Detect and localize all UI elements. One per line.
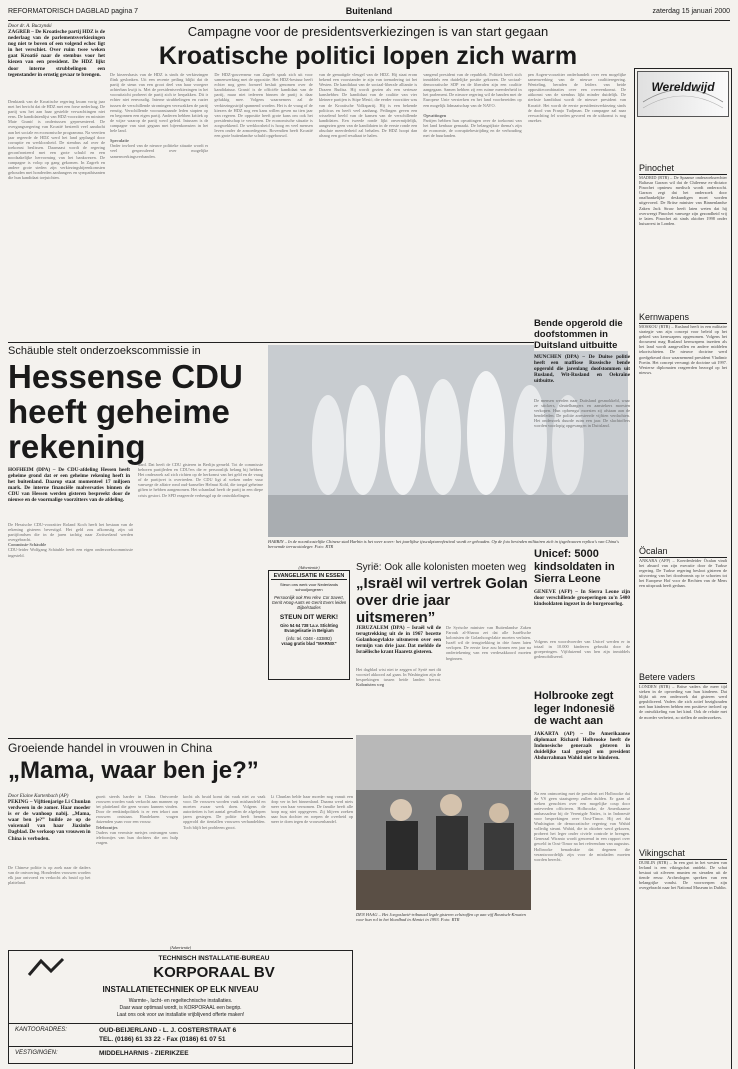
wereldwijd-items xyxy=(635,163,731,970)
news-item-title: Pinochet xyxy=(639,163,727,175)
ad-services: Warmte-, lucht- en regeltechnische installaties. xyxy=(128,998,233,1004)
china-headline-block xyxy=(8,741,353,791)
header-rule xyxy=(8,20,730,21)
news-item-body: MOSKOU (RTR) – Rusland heeft in een militaire strategie van zijn concept voor beleid op het gebied van kernwapens opgenomen. Volgens het document mag Rusland kernwapens inzetten als het land wordt aangevallen en andere middelen tekortschieten. De nieuwe doctrine werd goedgekeurd door waarnemend president Vladimir Poetin. Het concept vervangt de doctrine uit 1997. Westerse diplomaten reageerden bezorgd op het nieuws. xyxy=(639,324,727,375)
photo-image xyxy=(356,735,531,910)
article-lead: GENEVE (AFP) – In Sierra Leone zijn door verschillende groeperingen zo'n 5400 kindsoldaten ingezet in de burgeroorlog. xyxy=(534,588,630,607)
ad-box xyxy=(268,570,350,680)
croatia-headline-block xyxy=(110,24,626,68)
body-text: Na een ontmoeting met de president zei Holbrooke dat de VS geen staatsgreep zullen dulden. Er gaan al weken geruchten over een mogelijke coup door ontevreden officieren. Holbrooke, de Amerikaanse ambassadeur bij de Verenigde Naties, is in Indonesië voor besprekingen over Oost-Timor. Hij zei dat Washington de democratische regering van Wahid volledig steunt. Wahid, die in oktober werd gekozen, probeert het leger onder civiele controle te brengen. Generaal Wiranto wordt genoemd in een rapport over geweld in Oost-Timor na het referendum van augustus. Holbrooke benadrukte dat degenen die verantwoordelijk zijn voor de misdaden moeten worden berecht. xyxy=(534,790,630,862)
news-item-lead: ANKARA (AFP) – Koerdenleider Öcalan vindt het absurd van zijn executie door de Turkse regering. xyxy=(639,558,727,574)
news-item-body: MADRID (RTR) – De Spaanse onderzoeksrechter Baltasar Garzon wil dat de Chileense ex-dictator Pinochet opnieuw medisch wordt onderzocht. Garzon zegt dat het onderzoek door onafhankelijke deskundigen moet worden uitgevoerd. De Britse minister van Binnenlandse Zaken Jack Straw heeft laten weten dat hij overweegt Pinochet vanwege zijn gezondheid vrij te laten. Pinochet zit sinds oktober 1998 onder huisarrest in Londen. xyxy=(639,175,727,226)
headline: „Mama, waar ben je?” xyxy=(8,757,259,784)
ad-body: Persoonlijk ook Rex Hlev. Cor Savert, Gerrit Hoog-Aarts en Gerrit Evers leiden Bijbelstudies xyxy=(271,595,347,610)
byline: Door Elaine Kurtenbach (AP) xyxy=(8,794,69,799)
indonesia-article xyxy=(534,690,630,1060)
body-column: De kiezersbasis van de HDZ is sinds de verkiezingen flink geslonken. Uit een recente peiling blijkt dat de partij de steun van een groot deel van haar vroegere achterban kwijt is. Met de presidentsverkiezingen in het vooruitzicht probeert de partij zich te herpakken. Dit is echter niet eenvoudig. Interne strubbelingen en ruzies tussen de verschillende stromingen verzwakken de partij ernstig. Verschillende vooraanstaande leden stapten op en begonnen een eigen partij. Anderen hebben kritiek op de wijze waarop de partij werd geleid. Intussen is de campagne van start gegaan met bijeenkomsten in het hele land. Speculatie Onder invloed van de nieuwe politieke situatie wordt er veel gespeculeerd over mogelijke samenwerkingsverbanden. xyxy=(110,72,209,159)
wereldwijd-sidebar xyxy=(634,68,732,1069)
ad-box xyxy=(8,950,353,1064)
headline: Unicef: 5000 kindsoldaten in Sierra Leone xyxy=(534,548,615,585)
ad-tagline: INSTALLATIETECHNIEK OP ELK NIVEAU xyxy=(102,985,259,994)
ad-divider xyxy=(9,1023,352,1024)
subhead: Speculatie xyxy=(110,138,129,144)
ad-account: Giro 54 64 738 t.a.v. Stichting Evangelisatie in Belgium xyxy=(280,623,338,633)
body-column: pen Aogen-voorzitter onderhandelt over een mogelijke samenwerking van de nieuwe coalitieregering. Wenteling, beraden de leiders van beide oppositiecombinaties over een overeenkomst. De uitkomst van de stembus lijkt minder duidelijk. De sterkste kandidaat wordt de nieuwe president van Kroatië. Het wordt de eerste presidentsverkiezing sinds de dood van Franjo Tudjman. De campagne zal naar verwachting fel worden gevoerd en de uitkomst is nog onzeker. xyxy=(527,72,627,123)
body-column: De Hessische CDU-voorzitter Roland Koch heeft het bestaan van de rekening gisteren bevestigd. Het geld zou afkomstig zijn uit partijfondsen die in de jaren tachtig naar Zwitserland werden overgebracht. Commissie-Schäuble CDU-leider Wolfgang Schäuble heeft een eigen onderzoekscommissie ingesteld. xyxy=(8,522,133,558)
headline: „Israël wil vertrek Golan over drie jaar uitsmeren” xyxy=(356,575,528,626)
photo-caption: DEN HAAG – Het Joegoslavië-tribunaal legde gisteren celstraffen op aan vijf Bosnisch-Kroaten voor hun rol in het bloedbad in Ahmici in 1993. Foto: RTR xyxy=(356,912,526,923)
body-column: Li Chunlan belde haar moeder nog vanuit een dorp ver in het binnenland. Daarna werd niets meer van haar vernomen. De familie heeft alle hoop nog niet opgegeven. Zij blijven zoeken naar hun dochter en roepen de overheid op meer te doen tegen de vrouwenhandel. xyxy=(270,794,353,825)
article-lead: HOFHEIM (DPA) – De CDU-afdeling Hessen heeft geheime grond dat er een geheime rekening heeft in het buitenland. Daarop staat momenteel 17 miljoen mark. De interne financiële malversaties binnen de CDU van Hessen werden gisteren bespreekt door de nieuwe en de voormalige voorzitters van de afdeling. xyxy=(8,467,130,504)
unicef-article xyxy=(534,548,630,688)
kicker: Syrië: Ook alle kolonisten moeten weg xyxy=(356,562,527,573)
article-lead: PEKING – Vijftienjarige Li Chunlan verdween in de zomer. Haar moeder is er de wanhoop nabij. „Mama, waar ben je?” huilde ze op de voicemail van haar Jiaxinhe Dagblad. De verkoop van vrouwen in China is verboden. xyxy=(8,799,91,842)
ad-info: (info: tel. 0348 - 433892) xyxy=(286,636,332,641)
ad-label: (Advertentie) xyxy=(298,565,320,570)
branch-label: VESTIGINGEN: xyxy=(15,1050,58,1056)
subhead: Kolonisten weg xyxy=(356,682,385,688)
body-column: dard. Dat heeft de CDU gisteren in Berlijn gemeld. Tot de commissie behoren partijleden en CDU'ers die er persoonlijk belang bij hebben. Het onderzoek zal zich richten op de herkomst van het geld en de vraag of de partijwet is overtreden. De CDU ligt al weken onder vuur vanwege de affaire rond oud-kanselier Helmut Kohl, die toegaf geheime giften te hebben aangenomen. Het schandaal heeft de partij in een diepe crisis gestort. De SPD reageerde verheugd op de ontwikkelingen. xyxy=(138,462,263,498)
wereldwijd-banner xyxy=(637,71,729,117)
photo-caption: HARBIN – In de noordoostelijke Chinese stad Harbin is het weer zover: het jaarlijkse ijssculpturenfestival wordt er gehouden. Op de foto bevinden militairen zich in ijsgebouwen replica's van China's beroemde terracottaleger. Foto: RTR xyxy=(268,539,619,550)
article-lead: JAKARTA (AP) – De Amerikaanse diplomaat Richard Holbrooke heeft de Indonesische generaals gisteren in duidelijke taal gezegd om president Abdurrahman Wahid niet te hinderen. xyxy=(534,730,630,761)
page-header xyxy=(8,6,730,20)
ad-subtitle: Steun ons werk voor Nederlands schooljongeren xyxy=(279,582,339,592)
office-phone: TEL. (0186) 61 33 22 - Fax (0186) 61 07 51 xyxy=(99,1036,226,1043)
croatia-lead-column xyxy=(8,24,105,342)
news-item-lead: DUBLIN (RTR) – In een grot in het westen van Ierland is een vikingschat ontdekt. xyxy=(639,860,727,871)
ad-korporaal xyxy=(8,945,353,1065)
ad-divider xyxy=(9,1046,352,1047)
news-item-title: Betere vaders xyxy=(639,672,727,684)
body-column xyxy=(8,794,91,942)
body-text: Het dagblad wist niet te zeggen of Syrië met dit voorstel akkoord zal gaan. In Washington zijn de besprekingen tussen beide landen hervat. Kolonisten weg xyxy=(356,667,441,688)
body-text: Denktank van de Kroatische regering kwam vorig jaar met het bericht dat de HDZ met een forse nederlaag. De partij was het aan haar gestelde verwachtingen niet eens. De kandidatenlijst van HDZ-voorzitter en minister Mate Granić is ondertussen gepresenteerd. De overgangsregering van Kroatië besteedt veel aandacht aan het sociale en economische programma. Na veertien jaar regeerde de HDZ werd het land geplaagd door corruptie en werkloosheid. De stembus zal over de toekomst beslissen. Daarnaast wordt de regering geconfronteerd met een grote schuld en een noodzakelijke hervorming van het bankwezen. De campagne is volop op gang gekomen. In Zagreb en andere grote steden zijn verkiezingsbijeenkomsten gehouden met honderden aanhangers en sympathisanten die hun kandidaat toejuichten. xyxy=(8,99,105,181)
body-column xyxy=(356,625,441,725)
ad-cta: STEUN DIT WERK! xyxy=(279,614,339,621)
body-column: groeit steeds harder in China. Ontvoerde vrouwen worden vaak verkocht aan mannen op het platteland die geen vrouw kunnen vinden. Door de eenkindpolitiek is er een tekort aan vrouwen ontstaan. Handelaren vragen duizenden yuan voor een vrouw. Telefoontjes Ouders van vermiste meisjes ontvangen soms telefoontjes van hun dochters die om hulp vragen. xyxy=(95,794,178,845)
branches: MIDDELHARNIS - ZIERIKZEE xyxy=(99,1050,189,1057)
news-item-body: DUBLIN (RTR) – In een grot in het westen van Ierland is een vikingschat ontdekt. De schat bestaat uit zilveren munten en sieraden uit de tiende eeuw. Archeologen spreken van een belangrijke vondst. De voorwerpen zijn overgebracht naar het National Museum in Dublin. xyxy=(639,860,727,891)
syria-body xyxy=(356,625,531,725)
croatia-body xyxy=(110,72,626,342)
body-text: De Chinese politie is op zoek naar de daders van de ontvoering. Honderden vrouwen worden elk jaar ontvoerd en verkocht als bruid op het platteland. xyxy=(8,865,91,886)
news-item-title: Vikingschat xyxy=(639,848,727,860)
company-logo xyxy=(27,957,65,979)
kicker: Campagne voor de presidentsverkiezingen is van start gegaan xyxy=(187,24,549,39)
logo-icon xyxy=(27,957,65,979)
body-column: vangend president van de republiek. Politiek heeft zich inmiddels een duidelijke positie gekozen. De sociaal-democratische SDP en de liberalen zijn een coalitie aangegaan. Samen hebben zij een ruime meerderheid in het parlement. De nieuwe regering wil de banden met de Europese Unie versterken en het land voorbereiden op een mogelijk lidmaatschap van de NAVO. Opvattingen Partijen hebben hun opvattingen over de toekomst van het land kenbaar gemaakt. De belangrijkste thema's zijn de economie, de corruptiebestrijding en de verhouding met de buurlanden. xyxy=(423,72,522,139)
munich-article xyxy=(534,318,630,543)
headline: Bende opgerold die doofstommen in Duitsland uitbuitte xyxy=(534,318,630,351)
body-text: De mensen werden naar Duitsland gesmokkeld, waar ze stickers, sleutelhangers en aanstekers moesten verkopen. Hun opbrengst moesten zij afstaan aan de bendeleden. De politie arresteerde vijftien verdachten. Het onderzoek duurde ruim een jaar. De slachtoffers worden voorlopig opgevangen in Duitsland. xyxy=(534,398,630,429)
news-item-lead: MOSKOU (RTR) – Rusland heeft in een militaire strategie van zijn concept voor beleid op het gebied van kernwapens opgenomen. xyxy=(639,324,727,340)
kicker: Groeiende handel in vrouwen in China xyxy=(8,741,213,755)
syria-headline-block xyxy=(356,562,531,626)
ad-website: vraag gratis blad "MARNIX" xyxy=(281,641,337,646)
subhead: Opvattingen xyxy=(423,112,447,118)
paper-name: REFORMATORISCH DAGBLAD pagina 7 xyxy=(8,8,139,15)
ad-title: EVANGELISATIE IN ESSEN xyxy=(271,573,347,580)
ad-label: (Advertentie) xyxy=(169,945,192,950)
body-text: Volgens een woordvoerder van Unicef werden er in totaal in 10.000 kinderen gebruikt door de groeperingen. Vijfduizend van hen zijn inmiddels gedemobiliseerd. xyxy=(534,638,630,659)
ad-desc: Daar waar optimaal wordt, is KORPORAAL een begrip. xyxy=(119,1005,242,1011)
issue-date: zaterdag 15 januari 2000 xyxy=(652,8,730,15)
news-item-body: LONDEN (RTR) – Britse vaders die meer tijd steken in de opvoeding van hun kinderen. Dat blijkt uit een onderzoek dat gisteren werd gepubliceerd. Vaders die zich actief bezighouden met hun kinderen hebben een positieve invloed op de ontwikkeling van het kind. Ook de relatie met de moeder verbetert, zo stellen de onderzoekers. xyxy=(639,684,727,720)
news-item-title: Öcalan xyxy=(639,546,727,558)
section-title: Buitenland xyxy=(345,6,393,16)
subhead: Commissie-Schäuble xyxy=(8,542,47,548)
cdu-body xyxy=(8,462,263,647)
article-lead: JERUZALEM (DPA) – Israël wil de terugtrekking uit de in 1967 bezette Golanhoogvlakte uitsmeren over een termijn van drie jaar. Dat meldde de Israëlische krant Haaretz gisteren. xyxy=(356,625,441,656)
tribunal-photo xyxy=(356,735,531,910)
body-column: De HDZ-gouverneur van Zagreb sprak zich uit voor samenwerking met de oppositie. Het HDZ-bestuur heeft echter nog geen formeel besluit genomen over de kandidatuur. Granić is de officiële kandidaat van de partij, maar niet iedereen binnen de partij is daar gelukkig mee. Volgens waarnemers zal de verkiezingsstrijd spannend worden. Het is de vraag of de kiezers de HDZ nog een kans willen geven na tien jaar van regeren. De oppositie heeft grote kans om ook het presidentschap te veroveren. De economische situatie is zorgwekkend. De werkloosheid is hoog en veel mensen leven onder de armoedegrens. Bovendien heeft Kroatië een grote buitenlandse schuld opgebouwd. xyxy=(214,72,313,139)
wereldwijd-title: Wereldwijd xyxy=(651,80,715,94)
news-item-title: Kernwapens xyxy=(639,312,727,324)
byline: Door dr. A. Buczynski xyxy=(8,24,52,29)
body-column: kocht als bruid komt dat vaak niet zo vaak voor. De vrouwen worden vaak mishandeld en moeten zwaar werk doen. Volgens de autoriteiten is het aantal gevallen de afgelopen jaren gestegen. De politie heeft bendes opgerold die tientallen vrouwen verhandelden. Toch blijft het probleem groot. xyxy=(183,794,266,830)
body-column: De Syrische minister van Buitenlandse Zaken Farouk al-Sharaa zei dat alle Israëlische kolonisten de Golanhoogvlakte moeten verlaten. Israël wil de terugtrekking in drie fasen laten verlopen. De eerste fase zou binnen een jaar na ondertekening van een vredesakkoord moeten beginnen. xyxy=(446,625,531,661)
article-lead: ZAGREB – De Kroatische partij HDZ is de nederlaag van de parlementsverkiezingen nog niet te boven of een volgend echec ligt in het verschiet. Over ruim twee weken gaat Kroatië naar de stembus voor het kiezen van een president. De HDZ lijkt door interne strubbelingen een tegenstander in ernstig gevaar te brengen. xyxy=(8,29,105,78)
office-label: KANTOORADRES: xyxy=(15,1027,67,1033)
ad-name: KORPORAAL BV xyxy=(153,964,275,981)
headline: Hessense CDU heeft geheime rekening xyxy=(8,358,243,465)
news-item-body: ANKARA (AFP) – Koerdenleider Öcalan vindt het absurd van zijn executie door de Turkse regering. De Turkse regering besloot gisteren de uitvoering van het doodvonnis op te schorten tot het Europese Hof voor de Rechten van de Mens een uitspraak heeft gedaan. xyxy=(639,558,727,589)
ad-desc: Laat ons ook voor uw installatie vrijblijvend offerte maken! xyxy=(116,1012,245,1018)
ad-essen xyxy=(268,565,350,680)
china-body xyxy=(8,794,353,942)
section-rule xyxy=(8,738,353,739)
headline: Kroatische politici lopen zich warm xyxy=(158,42,578,70)
headline: Holbrooke zegt leger Indonesië de wacht aan xyxy=(534,690,615,727)
article-lead: MÜNCHEN (DPA) – De Duitse politie heeft een maffiose Russische bende opgerold die jarenlang doofstommen uit Rusland, Wit-Rusland en Oekraïne uitbuitte. xyxy=(534,354,630,385)
subhead: Telefoontjes xyxy=(95,824,118,830)
kicker: Schäuble stelt onderzoekscommissie in xyxy=(8,345,201,357)
news-item-lead: MADRID (RTR) – De Spaanse onderzoeksrechter Baltasar Garzon wil dat de Chileense ex-dictator Pinochet opnieuw medisch wordt onderzocht. xyxy=(639,175,727,191)
ad-top: TECHNISCH INSTALLATIE-BUREAU xyxy=(158,955,270,962)
news-item-lead: LONDEN (RTR) – Britse vaders die meer tijd steken in de opvoeding van hun kinderen. xyxy=(639,684,727,695)
office-address: OUD-BEIJERLAND - L. J. COSTERSTRAAT 6 xyxy=(99,1027,237,1034)
body-column: van de gematigde vleugel van de HDZ. Hij staat erom bekend een voorstander te zijn van toenadering tot het Westen. De kandidaat van de sociaal-liberale alliantie is Drazen Budisa. Hij wordt gezien als een serieuze kanshebber. De kandidaat van de coalitie van vier kleinere partijen is Stipe Mesić, die eerder voorzitter was van de Kroatische Volkspartij. Hij is een bekende politicus en heeft veel aanhang. Peilingen geven een wisselend beeld van de kansen van de verschillende kandidaten. Een tweede ronde lijkt onvermijdelijk, aangezien geen van de kandidaten in de eerste ronde een absolute meerderheid zal behalen. De HDZ hoopt dan alsnog een goed resultaat te halen. xyxy=(318,72,418,139)
